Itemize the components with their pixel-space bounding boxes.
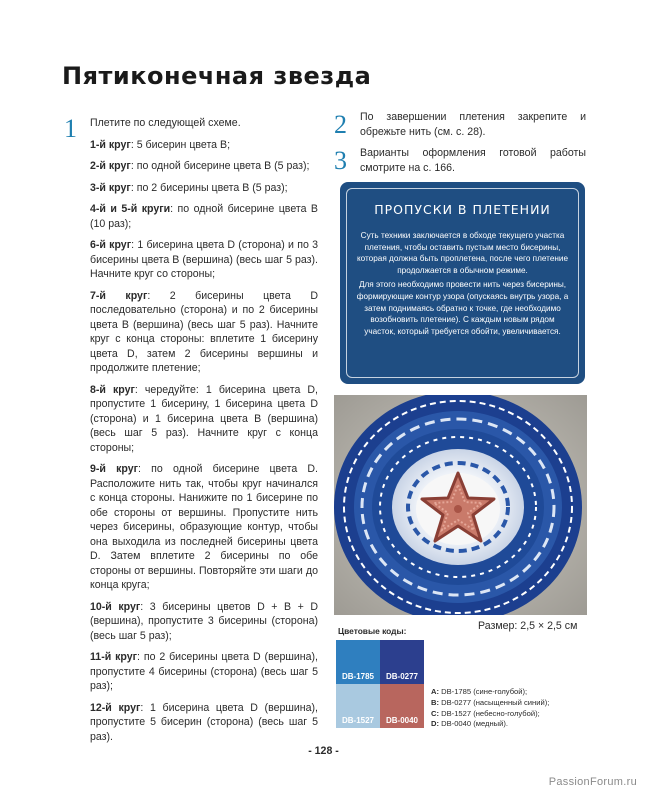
swatch-b-code: DB-0277 [385, 672, 418, 681]
legend-key-b: B: [431, 697, 440, 707]
swatch-a-code: DB-1785 [341, 672, 374, 681]
info-box-heading: ПРОПУСКИ В ПЛЕТЕНИИ [374, 202, 551, 217]
legend-text-b: DB-0277 (насыщенный синий); [439, 697, 550, 707]
round-1 [90, 138, 318, 153]
legend-item-b [431, 698, 549, 709]
legend-item-c [431, 709, 549, 720]
star-photo-illustration [334, 395, 587, 615]
round-7-text: : 2 бисерины цвета D последовательно (сторона) и по 2 бисерины цвета В (вершина) (весь шаг 5 раз). Начните круг с конца стороны: вплетите 1 бисерину цвета D, затем 2 бисерины вершины и продолжите плетение; [90, 289, 318, 374]
step-3-text: Варианты оформления готовой работы смотрите на с. 166. [360, 147, 586, 174]
round-10 [90, 600, 318, 644]
round-1-label: 1-й круг [90, 138, 131, 151]
legend-key-c: C: [431, 708, 440, 718]
swatch-b [380, 640, 424, 684]
round-7-label: 7-й круг [90, 289, 148, 302]
legend-key-a: A: [431, 687, 440, 696]
swatch-a [336, 640, 380, 684]
swatch-c [336, 684, 380, 728]
round-1-text: : 5 бисерин цвета В; [130, 138, 231, 151]
round-11-label: 11-й круг [90, 651, 138, 663]
round-6-label: 6-й круг [90, 239, 132, 251]
round-2-label: 2-й круг [90, 160, 131, 172]
legend-text-c: DB-1527 (небесно-голубой); [439, 708, 540, 718]
round-6-text: : 1 бисерина цвета D (сторона) и по 3 бисерины цвета В (вершина) (весь шаг 5 раз). Начните круг со стороны; [90, 239, 318, 280]
round-9-text: : по одной бисерине цвета D. Расположите нить так, чтобы круг начинался с конца стороны. Нанижите по 1 бисерине по обе стороны от вершины. Пропустите нить через бисерины, образующие контур, чтобы она выходила из последней бисерины цвета D. Затем вплетите 2 бисерины по обе стороны от вершины. Повторяйте эти шаги до конца круга; [90, 463, 318, 591]
page-number: - 128 - [308, 745, 339, 757]
swatch-d-code: DB-0040 [385, 716, 418, 725]
info-box-paragraph-2: Для этого необходимо провести нить через бисерины, формирующие контур узора (опускаясь внутрь узора, а затем поднимаясь обратно к точке, где необходимо возобновить плетение). С каждым новым рядом участок, который требуется обойти, увеличивается. [356, 280, 569, 336]
round-12-text: : 1 бисерина цвета D (вершина), пропустите 5 бисерин (сторона) (весь шаг 5 раз). [90, 701, 318, 743]
round-10-text: : 3 бисерины цветов D + В + D (вершина), пропустите 3 бисерины (сторона) (весь шаг 5 раз); [90, 600, 318, 642]
step-1-intro: Плетите по следующей схеме. [90, 117, 241, 129]
round-9 [90, 462, 318, 593]
round-3-text: : по 2 бисерины цвета В (5 раз); [130, 181, 288, 194]
round-3 [90, 181, 318, 196]
round-7 [90, 289, 318, 376]
round-2-text: : по одной бисерине цвета В (5 раз); [130, 160, 310, 172]
star-photo [334, 395, 587, 615]
step-1-number: 1 [64, 114, 77, 143]
round-6 [90, 238, 318, 282]
info-box-body [356, 230, 569, 340]
step-2-number: 2 [334, 110, 347, 139]
round-10-label: 10-й круг [90, 600, 141, 613]
color-legend [431, 687, 549, 730]
round-8-label: 8-й круг [90, 383, 135, 396]
swatch-d [380, 684, 424, 728]
round-8 [90, 383, 318, 456]
step-3-number: 3 [334, 146, 347, 175]
legend-text-d: DB-0040 (медный). [439, 719, 508, 729]
page-title: Пятиконечная звезда [62, 62, 372, 90]
step-2-text: По завершении плетения закрепите и обрежьте нить (см. с. 28). [360, 111, 586, 138]
round-4-5-label: 4-й и 5-й круги [90, 203, 171, 215]
info-box [340, 182, 585, 384]
round-9-label: 9-й круг [90, 463, 139, 475]
round-2 [90, 159, 318, 174]
info-box-paragraph-1: Суть техники заключается в обходе текущего участка плетения, чтобы оставить пустым место бисерины, которая должна быть проплетена, после чего плетение продолжается в обычном режиме. [356, 231, 569, 275]
size-label: Размер: 2,5 × 2,5 см [478, 620, 578, 632]
legend-item-d [431, 719, 549, 730]
round-11 [90, 650, 318, 694]
watermark: PassionForum.ru [548, 776, 637, 788]
legend-key-d: D: [431, 719, 440, 729]
round-8-text: : чередуйте: 1 бисерина цвета D, пропустите 1 бисерину, 1 бисерина цвета D (сторона) и 1 бисерина цвета В (вершина) (весь шаг 5 раз). Начните круг с конца стороны; [90, 383, 318, 454]
step-1-text [90, 116, 318, 751]
round-4-5 [90, 202, 318, 231]
round-11-text: : по 2 бисерины цвета D (вершина), пропустите 4 бисерины (сторона) (весь шаг 5 раз); [90, 651, 318, 692]
round-4-5-text: : по одной бисерине цвета В (10 раз); [90, 203, 318, 230]
swatch-c-code: DB-1527 [341, 716, 374, 725]
round-3-label: 3-й круг [90, 181, 131, 194]
color-codes-title: Цветовые коды: [338, 626, 407, 636]
round-12-label: 12-й круг [90, 701, 141, 714]
legend-item-a [431, 687, 549, 698]
legend-text-a: DB-1785 (сине-голубой); [439, 687, 528, 696]
round-12 [90, 701, 318, 745]
